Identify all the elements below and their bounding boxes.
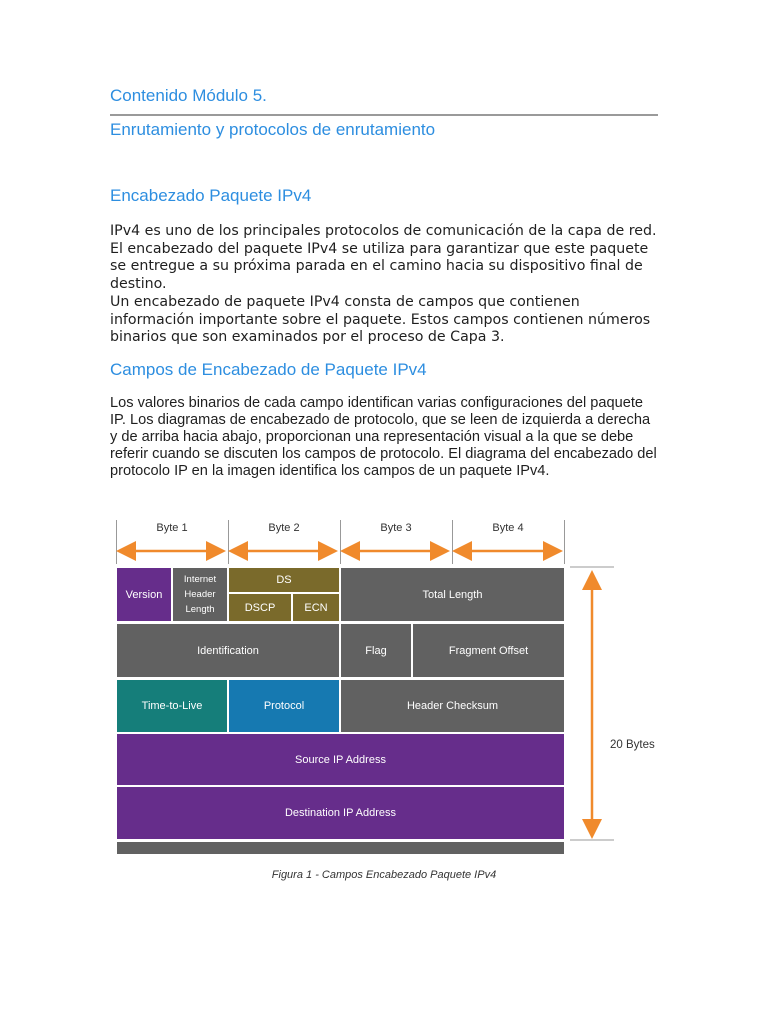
paragraph-binary-values: Los valores binarios de cada campo identifican varias configuraciones del paquete IP. Los diagramas de encabezado de protocolo, que se leen de izquierda a derecha y de arriba hacia abajo, proporcionan una representación visual a la que se debe referir cuando se discuten los campos de protocolo. El diagrama del encabezado del protocolo IP en la imagen identifica los campos de un paquete IPv4. [110, 395, 657, 479]
byte-label-3: Byte 3 [380, 522, 412, 534]
byte-tick [564, 520, 565, 564]
field-protocol: Protocol [229, 680, 339, 732]
ihl-line-2: Header [184, 589, 216, 600]
field-fragment-offset: Fragment Offset [413, 624, 564, 677]
header-size-label: 20 Bytes [610, 739, 655, 751]
figure-caption: Figura 1 - Campos Encabezado Paquete IPv4 [271, 869, 497, 881]
paragraph-ipv4-intro: IPv4 es uno de los principales protocolos de comunicación de la capa de red. El encabezado del paquete IPv4 se utiliza para garantizar que este paquete se entregue a su próxima parada en el camino hacia su dispositivo final de destino. [110, 223, 657, 292]
byte-label-2: Byte 2 [268, 522, 300, 534]
byte-tick [452, 520, 453, 564]
byte-label-4: Byte 4 [492, 522, 524, 534]
field-destination-ip-address: Destination IP Address [117, 787, 564, 839]
field-dscp: DSCP [229, 594, 291, 621]
field-total-length: Total Length [341, 568, 564, 621]
byte-tick [228, 520, 229, 564]
module-title: Contenido Módulo 5. [110, 86, 267, 105]
field-ds: DS [229, 568, 339, 592]
field-internet-header-length [173, 568, 227, 621]
field-identification: Identification [117, 624, 339, 677]
byte-tick [116, 520, 117, 564]
field-version: Version [117, 568, 171, 621]
field-flag: Flag [341, 624, 411, 677]
section-heading-ipv4-header: Encabezado Paquete IPv4 [110, 186, 312, 205]
module-subtitle: Enrutamiento y protocolos de enrutamiento [110, 120, 436, 139]
field-source-ip-address: Source IP Address [117, 734, 564, 785]
title-divider [110, 114, 658, 116]
field-options-strip [117, 842, 564, 854]
field-ecn: ECN [293, 594, 339, 621]
ihl-line-3: Length [185, 604, 215, 615]
section-heading-header-fields: Campos de Encabezado de Paquete IPv4 [110, 360, 427, 379]
byte-label-1: Byte 1 [156, 522, 188, 534]
ihl-line-1: Internet [183, 574, 217, 585]
field-time-to-live: Time-to-Live [117, 680, 227, 732]
paragraph-header-fields: Un encabezado de paquete IPv4 consta de campos que contienen información importante sobre el paquete. Estos campos contienen números binarios que son examinados por el proceso de Capa 3. [110, 294, 651, 346]
field-header-checksum: Header Checksum [341, 680, 564, 732]
byte-tick [340, 520, 341, 564]
